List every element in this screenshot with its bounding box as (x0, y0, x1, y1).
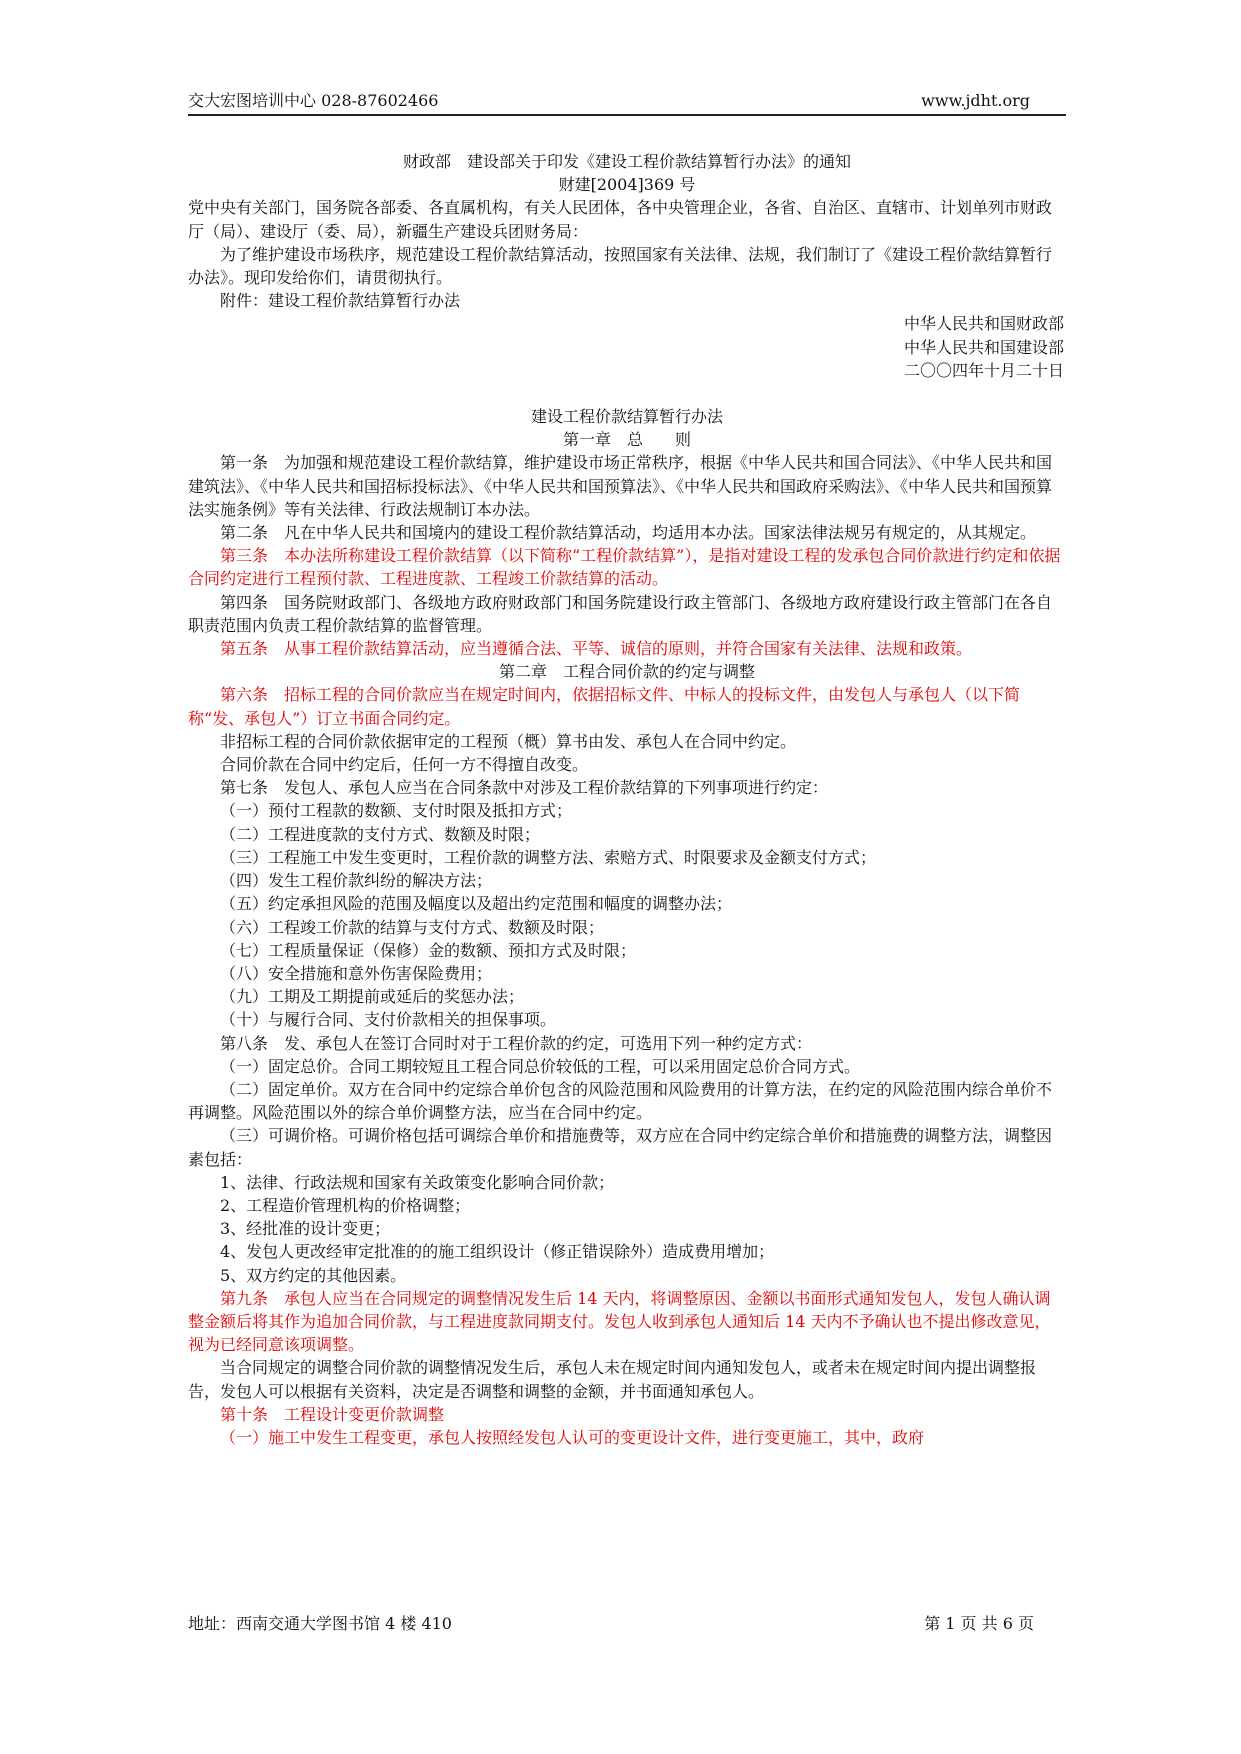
notice-title: 财政部 建设部关于印发《建设工程价款结算暂行办法》的通知 (402, 152, 851, 171)
article-8-item: （三）可调价格。可调价格包括可调综合单价和措施费等，双方应在合同中约定综合单价和措施费的调整方法，调整因素包括： (188, 1126, 1053, 1169)
chapter-1-heading: 第一章 总 则 (562, 430, 691, 450)
article-2: 第二条 凡在中华人民共和国境内的建设工程价款结算活动，均适用本办法。国家法律法规另有规定的，从其规定。 (220, 523, 1037, 543)
document-body (188, 150, 1066, 1449)
article-7-item: （七）工程质量保证（保修）金的数额、预扣方式及时限； (220, 940, 637, 960)
article-7-item: （三）工程施工中发生变更时，工程价款的调整方法、索赔方式、时限要求及金额支付方式； (220, 847, 877, 867)
header-contact: 交大宏图培训中心 028-87602466 (188, 91, 439, 110)
article-7-item: （四）发生工程价款纠纷的解决方法； (220, 871, 493, 891)
spacer (188, 382, 1066, 405)
adjustment-factor: 3、经批准的设计变更； (220, 1219, 391, 1239)
article-10: 第十条 工程设计变更价款调整 (220, 1404, 445, 1424)
article-6: 第六条 招标工程的合同价款应当在规定时间内，依据招标文件、中标人的投标文件，由发包人与承包人（以下简称“发、承包人”）订立书面合同约定。 (188, 685, 1021, 728)
article-8-item: （一）固定总价。合同工期较短且工程合同总价较低的工程，可以采用固定总价合同方式。 (220, 1056, 861, 1076)
header-website: www.jdht.org (921, 91, 1030, 110)
article-5: 第五条 从事工程价款结算活动，应当遵循合法、平等、诚信的原则，并符合国家有关法律、法规和政策。 (220, 639, 973, 659)
article-7-item: （九）工期及工期提前或延后的奖惩办法； (220, 987, 525, 1007)
addressee: 党中央有关部门，国务院各部委、各直属机构，有关人民团体，各中央管理企业，各省、自治区、直辖市、计划单列市财政厅（局）、建设厅（委、局），新疆生产建设兵团财务局： (188, 198, 1053, 241)
signature-construction: 中华人民共和国建设部 (903, 337, 1064, 357)
footer-address: 地址：西南交通大学图书馆 4 楼 410 (188, 1614, 452, 1633)
doc-number: 财建[2004]369 号 (558, 175, 696, 195)
chapter-2-heading: 第二章 工程合同价款的约定与调整 (498, 662, 755, 682)
page-header (188, 90, 1066, 116)
adjustment-factor: 1、法律、行政法规和国家有关政策变化影响合同价款； (220, 1172, 615, 1192)
article-8-item: （二）固定单价。双方在合同中约定综合单价包含的风险范围和风险费用的计算方法，在约定的风险范围内综合单价不再调整。风险范围以外的综合单价调整方法，应当在合同中约定。 (188, 1079, 1053, 1123)
page-number: 第 1 页 共 6 页 (924, 1614, 1034, 1633)
article-6-para-2: 非招标工程的合同价款依据审定的工程预（概）算书由发、承包人在合同中约定。 (220, 731, 797, 751)
article-8: 第八条 发、承包人在签订合同时对于工程价款的约定，可选用下列一种约定方式： (220, 1033, 813, 1053)
article-9-para-2: 当合同规定的调整合同价款的调整情况发生后，承包人未在规定时间内通知发包人，或者未在规定时间内提出调整报告，发包人可以根据有关资料，决定是否调整和调整的金额，并书面通知承包人。 (188, 1358, 1037, 1401)
article-7-item: （二）工程进度款的支付方式、数额及时限； (220, 824, 541, 844)
article-9: 第九条 承包人应当在合同规定的调整情况发生后 14 天内，将调整原因、金额以书面形式通知发包人，发包人确认调整金额后将其作为追加合同价款，与工程进度款同期支付。发包人收到承包人通知后 14 天内不予确认也不提出修改意见，视为已经同意该项调整。 (188, 1288, 1051, 1355)
adjustment-factor: 2、工程造价管理机构的价格调整； (220, 1195, 471, 1215)
notice-body: 为了维护建设市场秩序，规范建设工程价款结算活动，按照国家有关法律、法规，我们制订了《建设工程价款结算暂行办法》。现印发给你们，请贯彻执行。 (188, 244, 1053, 288)
adjustment-factor: 5、双方约定的其他因素。 (220, 1265, 407, 1285)
measures-title: 建设工程价款结算暂行办法 (530, 407, 723, 427)
article-4: 第四条 国务院财政部门、各级地方政府财政部门和国务院建设行政主管部门、各级地方政府建设行政主管部门在各自职责范围内负责工程价款结算的监督管理。 (188, 592, 1053, 635)
signature-finance: 中华人民共和国财政部 (903, 314, 1064, 334)
article-6-para-3: 合同价款在合同中约定后，任何一方不得擅自改变。 (220, 755, 589, 775)
article-7: 第七条 发包人、承包人应当在合同条款中对涉及工程价款结算的下列事项进行约定： (220, 778, 829, 798)
article-7-item: （八）安全措施和意外伤害保险费用； (220, 963, 493, 983)
article-7-item: （五）约定承担风险的范围及幅度以及超出约定范围和幅度的调整办法； (220, 894, 733, 914)
signature-date: 二〇〇四年十月二十日 (903, 360, 1064, 380)
article-7-item: （六）工程竣工价款的结算与支付方式、数额及时限； (220, 917, 605, 937)
article-1: 第一条 为加强和规范建设工程价款结算，维护建设市场正常秩序，根据《中华人民共和国合同法》、《中华人民共和国建筑法》、《中华人民共和国招标投标法》、《中华人民共和国预算法》、《中华人民共和国政府采购法》、《中华人民共和国预算法实施条例》等有关法律、行政法规制订本办法。 (188, 453, 1053, 519)
article-10-item-1: （一）施工中发生工程变更，承包人按照经发包人认可的变更设计文件，进行变更施工，其中，政府 (220, 1427, 925, 1447)
article-3: 第三条 本办法所称建设工程价款结算（以下简称“工程价款结算”），是指对建设工程的发承包合同价款进行约定和依据合同约定进行工程预付款、工程进度款、工程竣工价款结算的活动。 (188, 546, 1061, 589)
attachment-line: 附件：建设工程价款结算暂行办法 (220, 291, 461, 311)
article-7-item: （十）与履行合同、支付价款相关的担保事项。 (220, 1010, 557, 1030)
adjustment-factor: 4、发包人更改经审定批准的的施工组织设计（修正错误除外）造成费用增加； (220, 1242, 775, 1262)
article-7-item: （一）预付工程款的数额、支付时限及抵扣方式； (220, 801, 573, 821)
